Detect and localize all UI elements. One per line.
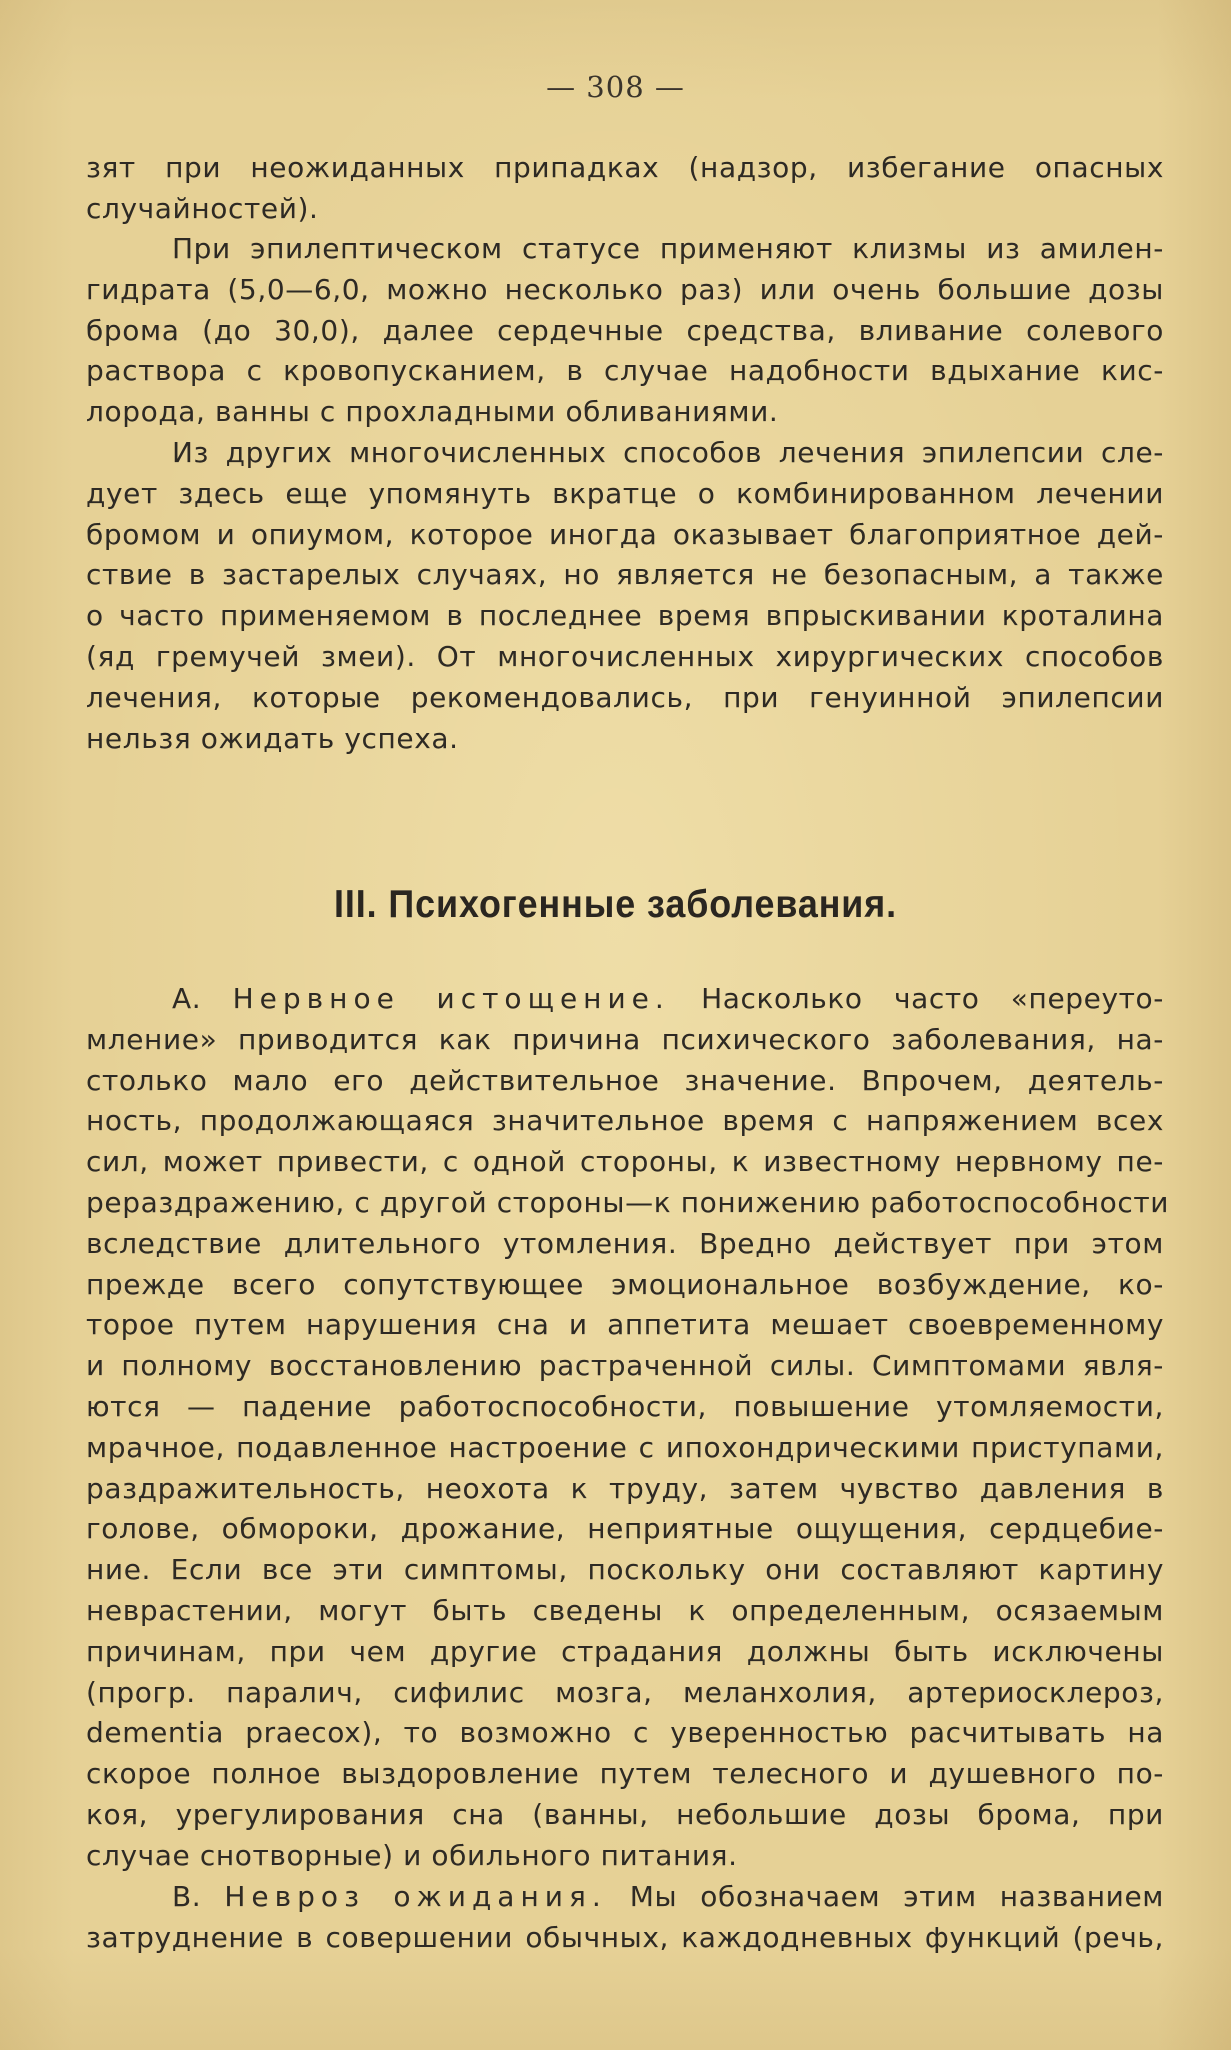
text-line: прежде всего сопутствующее эмоциональное возбуждение, ко-: [86, 1267, 1164, 1301]
text-line: неврастении, могут быть сведены к определенным, осязаемым: [86, 1593, 1164, 1627]
text-line: dementia praecox), то возможно с уверенностью расчитывать на: [86, 1716, 1164, 1750]
page-number: — 308 —: [546, 70, 685, 104]
text-line: лорода, ванны с прохладными обливаниями.: [86, 395, 779, 429]
text-line: случае снотворные) и обильного питания.: [86, 1838, 738, 1872]
text-line: сил, может привести, с одной стороны, к известному нервному пе-: [86, 1145, 1164, 1179]
text-line: (прогр. паралич, сифилис мозга, меланхолия, артериосклероз,: [86, 1675, 1164, 1709]
text-line: ются — падение работоспособности, повышение утомляемости,: [86, 1389, 1164, 1423]
text-line: лечения, которые рекомендовались, при генуинной эпилепсии: [86, 680, 1164, 714]
paragraph-epileptic-status: [86, 229, 1164, 433]
section-a-nervous-exhaustion: [86, 979, 1170, 1877]
text-line: скорое полное выздоровление путем телесного и душевного по-: [86, 1757, 1164, 1791]
text-fragment: Мы обозначаем этим названием: [629, 1880, 1164, 1913]
text-line: голове, обмороки, дрожание, неприятные ощущения, сердцебие-: [86, 1512, 1164, 1546]
text-line: причинам, при чем другие страдания должны быть исключены: [86, 1634, 1164, 1668]
paragraph-other-treatments: [86, 433, 1164, 759]
text-line: бромом и опиумом, которое иногда оказывает благоприятное дей-: [86, 517, 1164, 551]
text-line: раствора с кровопусканием, в случае надобности вдыхание кис-: [86, 354, 1164, 388]
text-line: и полному восстановлению растраченной силы. Симптомами явля-: [86, 1349, 1164, 1383]
text-line: Из других многочисленных способов лечения эпилепсии сле-: [172, 436, 1164, 469]
text-line: ние. Если все эти симптомы, поскольку они составляют картину: [86, 1553, 1164, 1587]
text-line: мление» приводится как причина психического заболевания, на-: [86, 1022, 1164, 1056]
text-line: брома (до 30,0), далее сердечные средства, вливание солевого: [86, 313, 1164, 347]
section-heading: III. Психогенные заболевания.: [333, 883, 898, 926]
text-line: случайностей).: [86, 191, 319, 225]
section-marker: В.: [172, 1880, 202, 1913]
text-line: дует здесь еще упомянуть вкратце о комбинированном лечении: [86, 476, 1164, 510]
text-line: вследствие длительного утомления. Вредно действует при этом: [86, 1226, 1164, 1260]
text-line: раздражительность, неохота к труду, затем чувство давления в: [86, 1471, 1164, 1505]
text-fragment: Насколько часто «переуто-: [701, 982, 1164, 1015]
section-term: Невроз ожидания.: [224, 1880, 607, 1913]
paragraph-continued: [86, 148, 1164, 230]
section-b-first-line: [86, 1877, 1164, 1918]
section-marker: А.: [172, 982, 202, 1015]
text-line: о часто применяемом в последнее время впрыскивании кроталина: [86, 599, 1164, 633]
text-line: ствие в застарелых случаях, но является не безопасным, а также: [86, 558, 1164, 592]
section-b-expectation-neurosis: [86, 1877, 1164, 1959]
text-line: рераздражению, с другой стороны—к понижению работоспособности: [86, 1185, 1170, 1219]
text-line: затруднение в совершении обычных, каждодневных функций (речь,: [86, 1920, 1164, 1954]
text-line: При эпилептическом статусе применяют клизмы из амилен-: [172, 232, 1164, 265]
text-line: ность, продолжающаяся значительное время с напряжением всех: [86, 1104, 1164, 1138]
text-line: нельзя ожидать успеха.: [86, 721, 459, 755]
text-line: торое путем нарушения сна и аппетита мешает своевременному: [86, 1308, 1164, 1342]
text-line: гидрата (5,0—6,0, можно несколько раз) или очень большие дозы: [86, 272, 1164, 306]
section-term: Нервное истощение.: [232, 982, 670, 1015]
text-line: коя, урегулирования сна (ванны, небольшие дозы брома, при: [86, 1797, 1164, 1831]
text-line: зят при неожиданных припадках (надзор, избегание опасных: [86, 151, 1164, 184]
text-line: мрачное, подавленное настроение с ипохондрическими приступами,: [86, 1430, 1164, 1464]
text-line: столько мало его действительное значение. Впрочем, деятель-: [86, 1063, 1164, 1097]
section-a-first-line: [86, 979, 1164, 1020]
text-line: (яд гремучей змеи). От многочисленных хирургических способов: [86, 639, 1164, 673]
